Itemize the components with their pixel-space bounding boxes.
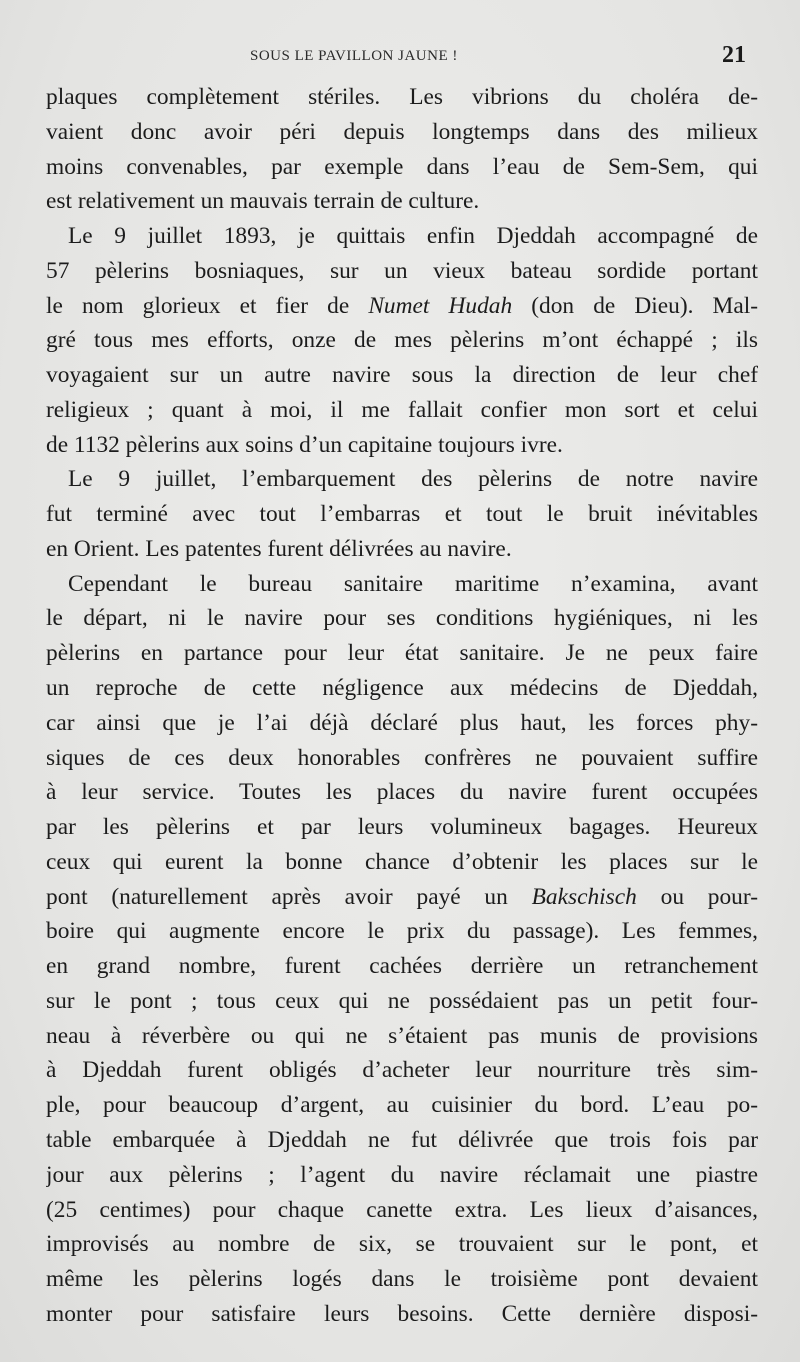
text-line: de 1132 pèlerins aux soins d’un capitaine toujours ivre. xyxy=(46,431,563,458)
text-line: table embarquée à Djeddah ne fut délivrée que trois fois par xyxy=(46,1126,758,1153)
text-line xyxy=(46,880,758,915)
text-line: le départ, ni le navire pour ses conditions hygiéniques, ni les xyxy=(46,605,758,632)
text-line: un reproche de cette négligence aux médecins de Djeddah, xyxy=(46,675,758,702)
text-line: gré tous mes efforts, onze de mes pèlerins m’ont échappé ; ils xyxy=(46,327,758,354)
page-number: 21 xyxy=(722,42,746,68)
text-line: siques de ces deux honorables confrères ne pouvaient suffire xyxy=(46,744,758,771)
text-line: (25 centimes) pour chaque canette extra. Les lieux d’aisances, xyxy=(46,1196,758,1223)
text-line: à Djeddah furent obligés d’acheter leur nourriture très sim- xyxy=(46,1057,758,1084)
text-segment: ou pour- xyxy=(636,883,758,910)
body-text xyxy=(46,80,758,1332)
text-line: à leur service. Toutes les places du navire furent occupées xyxy=(46,779,758,806)
text-line: pèlerins en partance pour leur état sanitaire. Je ne peux faire xyxy=(46,640,758,667)
text-line: en Orient. Les patentes furent délivrées au navire. xyxy=(46,535,512,562)
text-line: ple, pour beaucoup d’argent, au cuisinier du bord. L’eau po- xyxy=(46,1092,758,1119)
text-segment: (don de Dieu). Mal- xyxy=(512,292,758,319)
text-line: jour aux pèlerins ; l’agent du navire réclamait une piastre xyxy=(46,1161,758,1188)
text-line: Le 9 juillet 1893, je quittais enfin Djeddah accompagné de xyxy=(68,223,758,250)
text-line: par les pèlerins et par leurs volumineux bagages. Heureux xyxy=(46,814,758,841)
text-line: fut terminé avec tout l’embarras et tout le bruit inévitables xyxy=(46,501,758,528)
text-segment: pont (naturellement après avoir payé un xyxy=(46,883,532,910)
text-line: est relativement un mauvais terrain de culture. xyxy=(46,188,480,215)
text-line: voyagaient sur un autre navire sous la direction de leur chef xyxy=(46,362,758,389)
text-line: Cependant le bureau sanitaire maritime n’examina, avant xyxy=(68,570,758,597)
text-line: improvisés au nombre de six, se trouvaient sur le pont, et xyxy=(46,1231,758,1258)
text-line: car ainsi que je l’ai déjà déclaré plus haut, les forces phy- xyxy=(46,709,758,736)
text-line: vaient donc avoir péri depuis longtemps dans des milieux xyxy=(46,118,758,145)
italic-term: Bakschisch xyxy=(531,883,637,910)
text-line: plaques complètement stériles. Les vibrions du choléra de- xyxy=(46,84,758,110)
text-line xyxy=(46,289,758,324)
italic-term: Numet Hudah xyxy=(368,292,513,319)
running-head: SOUS LE PAVILLON JAUNE ! xyxy=(250,48,458,64)
text-line: ceux qui eurent la bonne chance d’obtenir les places sur le xyxy=(46,848,758,875)
page-header xyxy=(0,38,800,78)
text-line: neau à réverbère ou qui ne s’étaient pas munis de provisions xyxy=(46,1022,758,1049)
text-line: même les pèlerins logés dans le troisième pont devaient xyxy=(46,1266,758,1293)
text-line: monter pour satisfaire leurs besoins. Cette dernière disposi- xyxy=(46,1300,758,1327)
text-line: moins convenables, par exemple dans l’eau de Sem-Sem, qui xyxy=(46,153,758,180)
text-line: religieux ; quant à moi, il me fallait confier mon sort et celui xyxy=(46,396,758,423)
text-line: en grand nombre, furent cachées derrière un retranchement xyxy=(46,953,758,980)
text-line: boire qui augmente encore le prix du passage). Les femmes, xyxy=(46,918,758,945)
text-line: Le 9 juillet, l’embarquement des pèlerins de notre navire xyxy=(68,466,758,493)
text-line: 57 pèlerins bosniaques, sur un vieux bateau sordide portant xyxy=(46,257,758,284)
text-segment: le nom glorieux et fier de xyxy=(46,292,369,319)
text-line: sur le pont ; tous ceux qui ne possédaient pas un petit four- xyxy=(46,987,758,1014)
